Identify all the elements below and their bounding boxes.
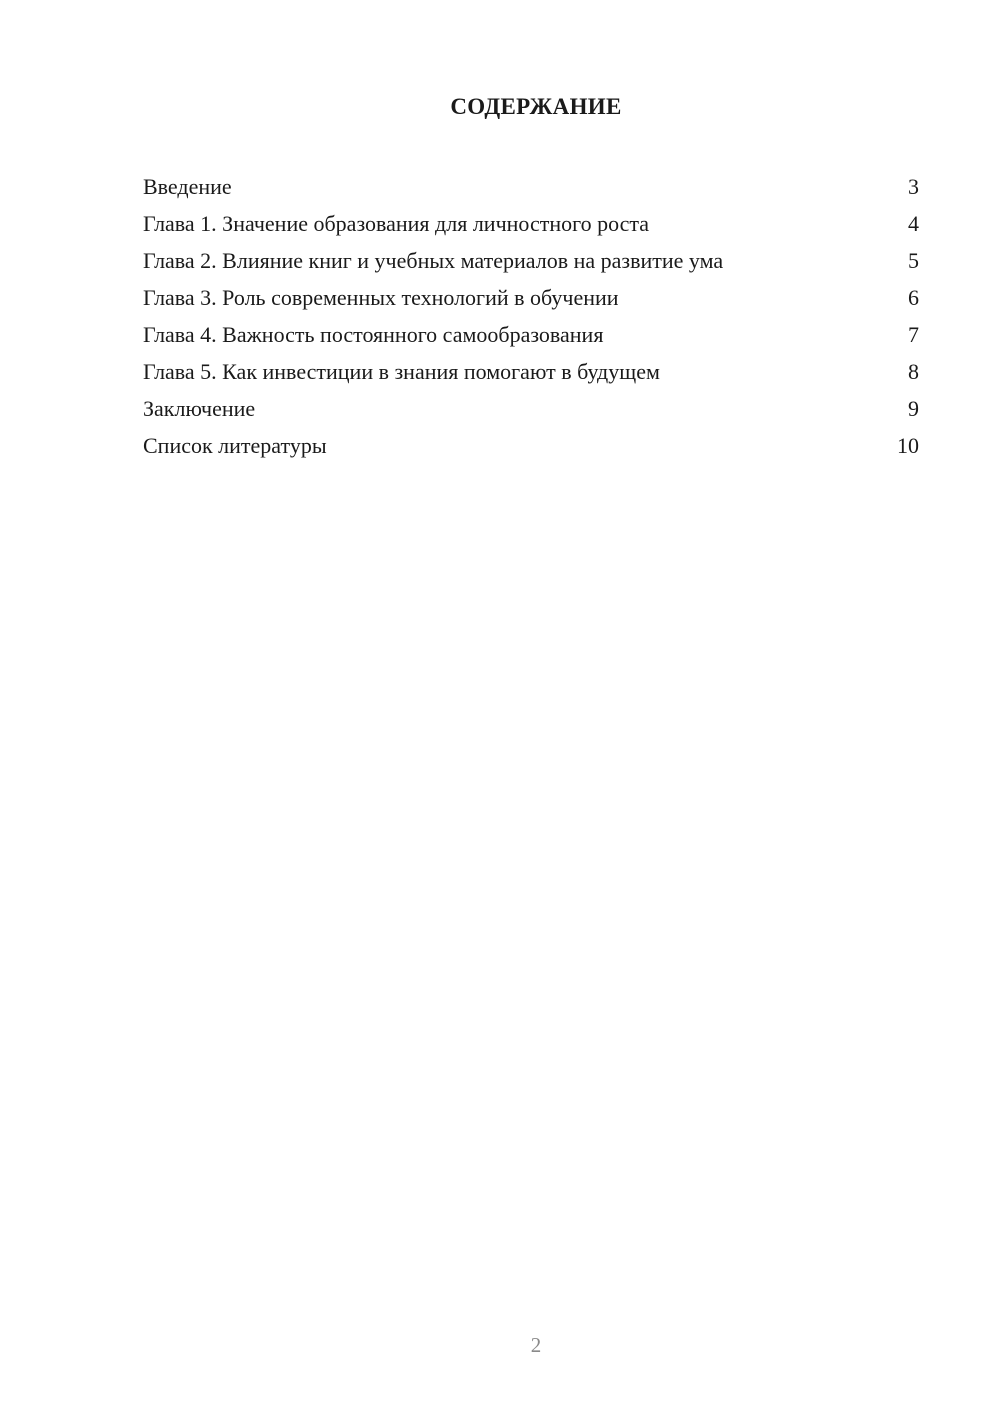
toc-entry-label: Глава 2. Влияние книг и учебных материалов на развитие ума [143,248,724,273]
toc-entry-page: 4 [908,211,919,236]
toc-entry-page: 6 [908,285,919,310]
toc-entry-page: 10 [897,433,919,458]
toc-entry-label: Глава 3. Роль современных технологий в обучении [143,285,619,310]
toc-entry-chapter-1 [143,205,919,242]
toc-title: СОДЕРЖАНИЕ [450,94,622,119]
toc-entry-page: 3 [908,174,919,199]
toc-entry-chapter-2 [143,242,919,279]
toc-entry-label: Глава 4. Важность постоянного самообразования [143,322,604,347]
toc-entry-introduction [143,168,919,205]
toc-entry-label: Список литературы [143,433,327,458]
toc-entry-references [143,427,919,464]
toc-entry-chapter-4 [143,316,919,353]
toc-entry-page: 8 [908,359,919,384]
toc-entry-conclusion [143,390,919,427]
page-number: 2 [530,1333,542,1357]
toc-entry-label: Введение [143,174,232,199]
toc-entry-label: Глава 1. Значение образования для личностного роста [143,211,650,236]
table-of-contents [143,168,919,464]
toc-entry-page: 7 [908,322,919,347]
toc-entry-chapter-5 [143,353,919,390]
toc-entry-page: 9 [908,396,919,421]
toc-entry-label: Глава 5. Как инвестиции в знания помогают в будущем [143,359,660,384]
toc-entry-page: 5 [908,248,919,273]
toc-entry-chapter-3 [143,279,919,316]
toc-entry-label: Заключение [143,396,256,421]
